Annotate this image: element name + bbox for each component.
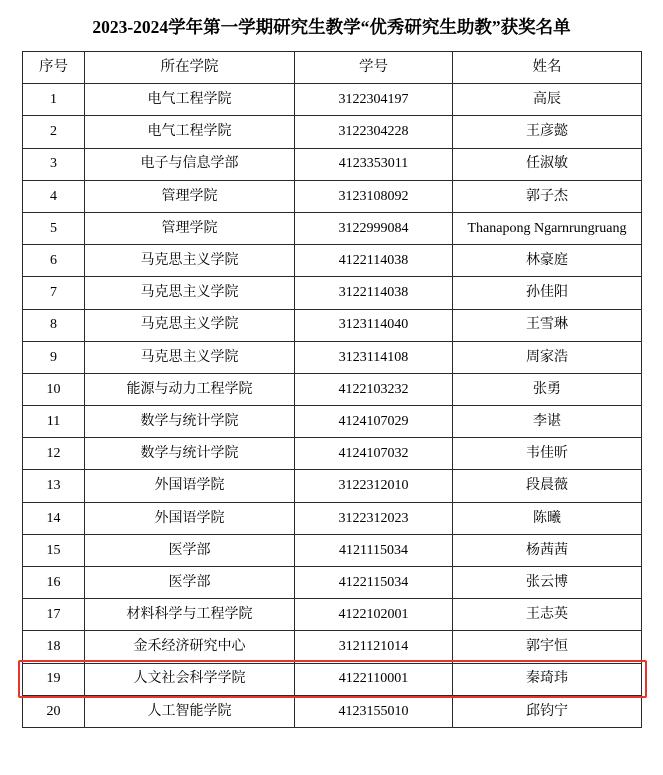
table-row: [23, 438, 642, 470]
table-row: [23, 534, 642, 566]
cell-name: 张勇: [453, 373, 642, 405]
cell-student-id: 3122304197: [295, 84, 453, 116]
cell-no: 5: [23, 212, 85, 244]
cell-no: 1: [23, 84, 85, 116]
award-list-table: [22, 51, 642, 728]
cell-name: Thanapong Ngarnrungruang: [453, 212, 642, 244]
cell-college: 马克思主义学院: [85, 309, 295, 341]
cell-no: 8: [23, 309, 85, 341]
cell-student-id: 4122102001: [295, 599, 453, 631]
cell-no: 2: [23, 116, 85, 148]
table-row: [23, 180, 642, 212]
cell-name: 郭宇恒: [453, 631, 642, 663]
cell-name: 李谌: [453, 406, 642, 438]
cell-no: 16: [23, 567, 85, 599]
table-row: [23, 341, 642, 373]
table-row: [23, 148, 642, 180]
cell-no: 13: [23, 470, 85, 502]
cell-student-id: 3122304228: [295, 116, 453, 148]
cell-college: 数学与统计学院: [85, 406, 295, 438]
document-page: [0, 14, 663, 775]
cell-name: 孙佳阳: [453, 277, 642, 309]
cell-no: 17: [23, 599, 85, 631]
table-row: [23, 406, 642, 438]
table-row: [23, 695, 642, 727]
cell-name: 高辰: [453, 84, 642, 116]
cell-no: 18: [23, 631, 85, 663]
table-row: [23, 663, 642, 695]
table-header: [23, 52, 642, 84]
cell-college: 医学部: [85, 534, 295, 566]
cell-college: 医学部: [85, 567, 295, 599]
cell-college: 马克思主义学院: [85, 277, 295, 309]
cell-college: 马克思主义学院: [85, 245, 295, 277]
cell-student-id: 4121115034: [295, 534, 453, 566]
cell-college: 马克思主义学院: [85, 341, 295, 373]
cell-student-id: 4124107029: [295, 406, 453, 438]
cell-college: 管理学院: [85, 180, 295, 212]
column-header-no: 序号: [23, 52, 85, 84]
cell-no: 6: [23, 245, 85, 277]
cell-name: 周家浩: [453, 341, 642, 373]
table-row: [23, 245, 642, 277]
cell-college: 电气工程学院: [85, 84, 295, 116]
table-row: [23, 470, 642, 502]
cell-name: 任淑敏: [453, 148, 642, 180]
cell-name: 段晨薇: [453, 470, 642, 502]
table-row: [23, 373, 642, 405]
cell-name: 郭子杰: [453, 180, 642, 212]
cell-college: 金禾经济研究中心: [85, 631, 295, 663]
cell-college: 电气工程学院: [85, 116, 295, 148]
cell-no: 10: [23, 373, 85, 405]
cell-student-id: 4122115034: [295, 567, 453, 599]
cell-no: 4: [23, 180, 85, 212]
table-row: [23, 631, 642, 663]
table-row: [23, 212, 642, 244]
cell-student-id: 4123155010: [295, 695, 453, 727]
cell-student-id: 3123108092: [295, 180, 453, 212]
table-row: [23, 567, 642, 599]
cell-college: 电子与信息学部: [85, 148, 295, 180]
cell-student-id: 4122103232: [295, 373, 453, 405]
cell-name: 王彦懿: [453, 116, 642, 148]
table-row: [23, 116, 642, 148]
table-body: [23, 84, 642, 728]
cell-college: 能源与动力工程学院: [85, 373, 295, 405]
table-row: [23, 84, 642, 116]
cell-student-id: 3122114038: [295, 277, 453, 309]
table-header-row: [23, 52, 642, 84]
cell-college: 管理学院: [85, 212, 295, 244]
cell-student-id: 4122110001: [295, 663, 453, 695]
page-title: 2023-2024学年第一学期研究生教学“优秀研究生助教”获奖名单: [92, 17, 571, 37]
table-row: [23, 599, 642, 631]
cell-student-id: 3122999084: [295, 212, 453, 244]
column-header-name: 姓名: [453, 52, 642, 84]
cell-name: 杨茜茜: [453, 534, 642, 566]
table-row: [23, 277, 642, 309]
cell-student-id: 3123114040: [295, 309, 453, 341]
cell-student-id: 3121121014: [295, 631, 453, 663]
cell-name: 陈曦: [453, 502, 642, 534]
cell-no: 9: [23, 341, 85, 373]
column-header-college: 所在学院: [85, 52, 295, 84]
cell-student-id: 3123114108: [295, 341, 453, 373]
cell-no: 14: [23, 502, 85, 534]
cell-college: 外国语学院: [85, 502, 295, 534]
cell-name: 秦琦玮: [453, 663, 642, 695]
cell-name: 王雪琳: [453, 309, 642, 341]
cell-no: 20: [23, 695, 85, 727]
cell-no: 11: [23, 406, 85, 438]
cell-college: 人文社会科学学院: [85, 663, 295, 695]
cell-no: 3: [23, 148, 85, 180]
cell-student-id: 3122312023: [295, 502, 453, 534]
cell-student-id: 3122312010: [295, 470, 453, 502]
cell-name: 韦佳昕: [453, 438, 642, 470]
cell-student-id: 4122114038: [295, 245, 453, 277]
cell-college: 外国语学院: [85, 470, 295, 502]
cell-college: 材料科学与工程学院: [85, 599, 295, 631]
cell-college: 人工智能学院: [85, 695, 295, 727]
cell-college: 数学与统计学院: [85, 438, 295, 470]
cell-name: 林豪庭: [453, 245, 642, 277]
column-header-student-id: 学号: [295, 52, 453, 84]
cell-name: 邱钧宁: [453, 695, 642, 727]
cell-no: 7: [23, 277, 85, 309]
table-row: [23, 309, 642, 341]
cell-student-id: 4124107032: [295, 438, 453, 470]
cell-no: 12: [23, 438, 85, 470]
cell-name: 张云博: [453, 567, 642, 599]
cell-no: 15: [23, 534, 85, 566]
cell-no: 19: [23, 663, 85, 695]
cell-student-id: 4123353011: [295, 148, 453, 180]
table-row: [23, 502, 642, 534]
cell-name: 王志英: [453, 599, 642, 631]
